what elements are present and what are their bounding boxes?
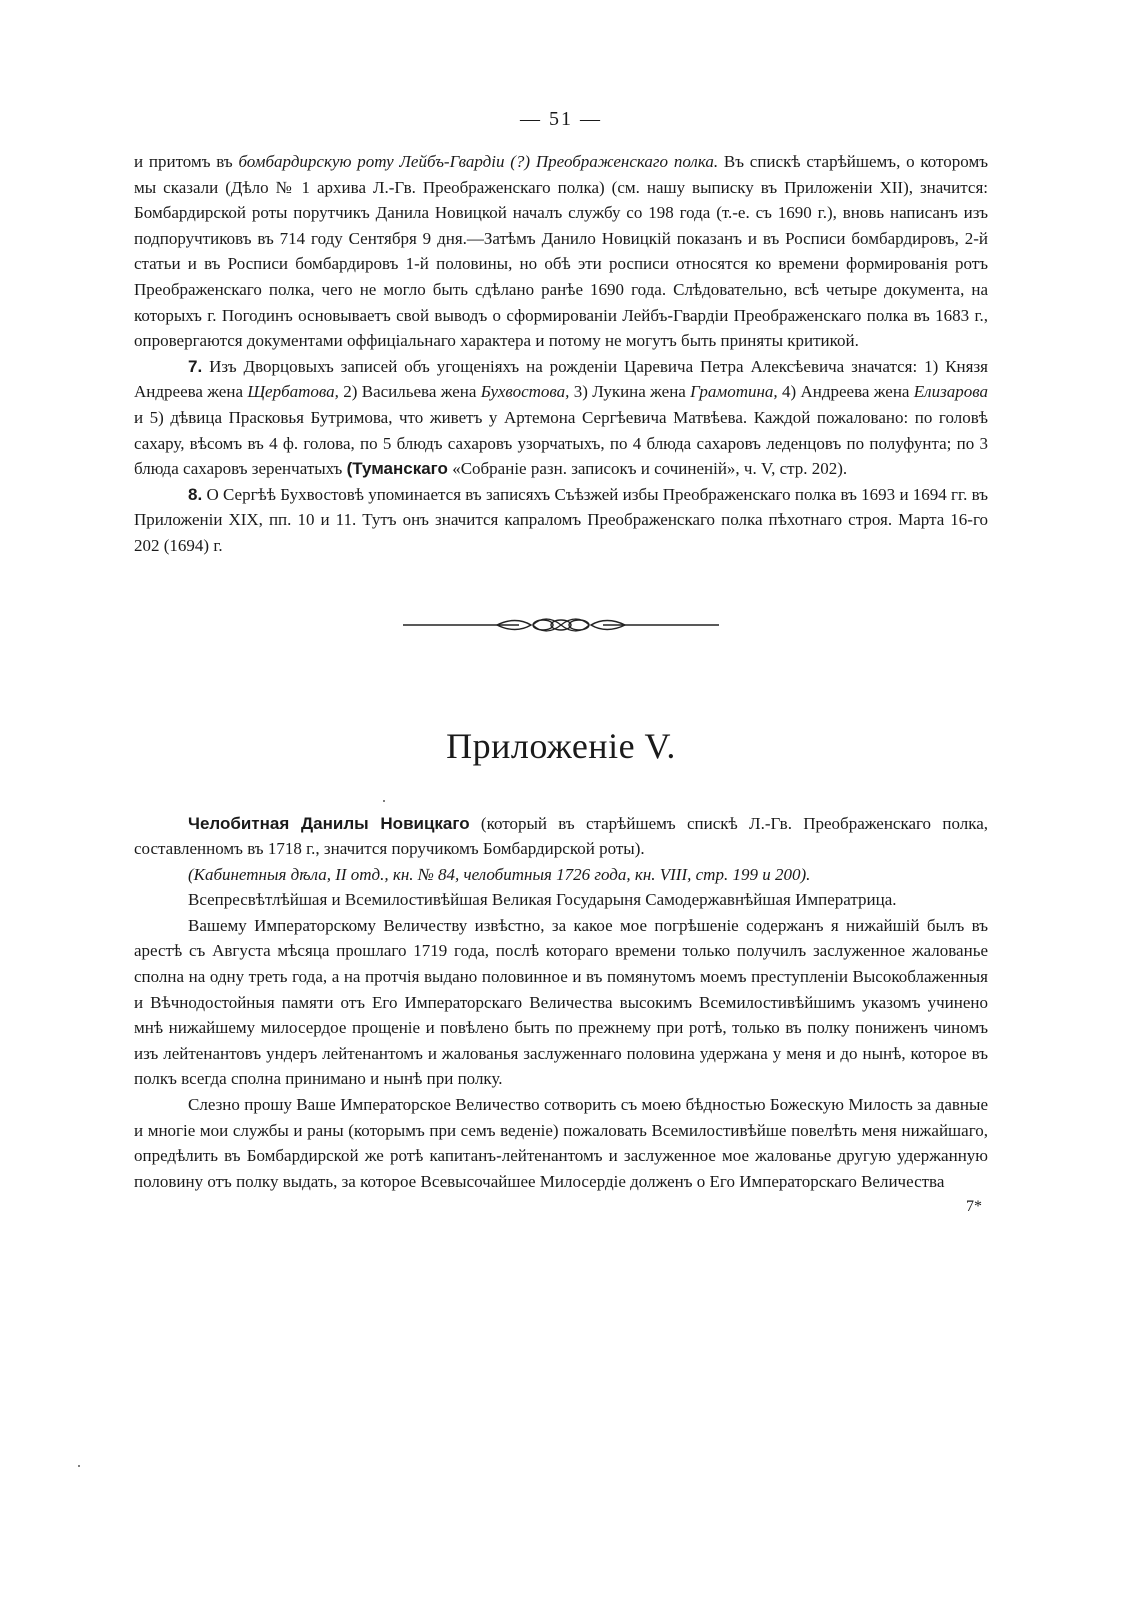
page-number: — 51 — xyxy=(520,108,602,130)
italic-span: Грамотина, xyxy=(690,382,778,402)
bold-span: Челобитная Данилы Новицкаго xyxy=(188,813,470,833)
scan-speck xyxy=(383,800,385,802)
italic-span: Елизарова xyxy=(913,382,988,402)
item-number: 8. xyxy=(188,484,203,504)
text-span: Всепресвѣтлѣйшая и Всемилостивѣйшая Великая Государыня Самодержавнѣйшая Императрица. xyxy=(188,890,897,910)
text-span: «Собраніе разн. записокъ и сочиненій», ч. V, стр. 202). xyxy=(447,459,848,479)
text-span: Въ спискѣ старѣйшемъ, о которомъ мы сказали (Дѣло № 1 архива Л.-Гв. Преображенскаго полка) (см. нашу выписку въ Приложеніи XII), значится: Бомбардирской роты порутчикъ Данила Новицкой началъ службу со 198 года (т.-е. съ 1690 г.), вновь написанъ изъ подпоручтиковъ въ 714 году Сентября 9 дня.—Затѣмъ Данило Новицкій показанъ и въ Росписи бомбардировъ, 2-й статьи и въ Росписи бомбардировъ 1-й половины, но обѣ эти росписи относятся ко времени формированія ротъ Преображенскаго полка, чего не могло быть сдѣлано ранѣе 1690 года. Слѣдовательно, всѣ четыре документа, на которыхъ г. Погодинъ основываетъ свой выводъ о сформированіи Лейбъ-Гвардіи Преображенскаго полка въ 1683 г., опровергаются документами оффиціальнаго характера и потому не могутъ быть приняты критикой. xyxy=(134,152,988,351)
text-span: Изъ Дворцовыхъ записей объ угощеніяхъ на рожденіи Царевича Петра Алексѣевича значатся: 1) Князя Андреева жена xyxy=(134,356,988,402)
appendix-heading: Приложеніе V. xyxy=(446,725,676,766)
ornament-divider-icon xyxy=(401,615,721,635)
petition-body-1 xyxy=(134,913,988,1092)
paragraph-1 xyxy=(134,149,988,354)
text-span: Вашему Императорскому Величеству извѣстно, за какое мое погрѣшеніе содержанъ я нижайшій былъ въ арестѣ съ Августа мѣсяца прошлаго 1719 года, послѣ котораго времени только получилъ заслуженное жалованье сполна на одну треть года, а на протчія выдано половинное и въ помянутомъ моемъ преступленіи Высокоблаженныя и Вѣчнодостойныя памяти отъ Его Императорскаго Величества высокимъ Всемилостивѣйшимъ указомъ учинено мнѣ нижайшему милосердое прощеніе и повѣлено быть по прежнему при ротѣ, только въ полку пониженъ чиномъ изъ лейтенантовъ ундеръ лейтенантомъ и жалованья заслуженнаго половина удержана у меня и до нынѣ, которое въ полкъ всегда сполна принимано и нынѣ при полку. xyxy=(134,915,988,1089)
italic-span: (Кабинетныя дѣла, II отд., кн. № 84, челобитныя 1726 года, кн. VIII, стр. 199 и 200). xyxy=(188,864,811,884)
text-span: (который въ старѣйшемъ спискѣ Л.-Гв. Преображенскаго полка, составленномъ въ 1718 г., значится поручикомъ Бомбардирской роты). xyxy=(134,813,988,859)
text-span: и 5) дѣвица Прасковья Бутримова, что живетъ у Артемона Сергѣевича Матвѣева. Каждой пожаловано: по головѣ сахару, вѣсомъ въ 4 ф. голова, по 5 блюдъ сахаровъ узорчатыхъ, по 4 блюда сахаровъ леденцовъ по полуфунта; по 3 блюда сахаровъ зеренчатыхъ xyxy=(134,407,988,479)
ornament-divider xyxy=(134,615,988,635)
bold-span: (Туманскаго xyxy=(346,459,448,479)
paragraph-8 xyxy=(134,482,988,559)
scan-speck xyxy=(78,1465,80,1467)
petition-title xyxy=(134,811,988,862)
paragraph-7 xyxy=(134,354,988,482)
source-reference xyxy=(134,862,988,888)
signature-mark: 7* xyxy=(966,1198,982,1216)
italic-span: Щербатова, xyxy=(247,382,339,402)
address-line xyxy=(134,887,988,913)
italic-span: Бухвостова, xyxy=(480,382,570,402)
text-span: 4) Андреева жена xyxy=(777,382,914,402)
item-number: 7. xyxy=(188,356,203,376)
document-page xyxy=(134,108,988,1216)
text-span: и притомъ въ xyxy=(134,152,239,171)
text-span: О Сергѣѣ Бухвостовѣ упоминается въ записяхъ Съѣзжей избы Преображенскаго полка въ 1693 и 1694 гг. въ Приложеніи XIX, пп. 10 и 11. Тутъ онъ значится капраломъ Преображенскаго полка пѣхотнаго строя. Марта 16-го 202 (1694) г. xyxy=(134,484,988,555)
italic-span: бомбардирскую роту Лейбъ-Гвардіи (?) Преображенскаго полка. xyxy=(238,152,719,171)
text-span: 3) Лукина жена xyxy=(569,382,691,402)
text-span: 2) Васильева жена xyxy=(338,382,481,402)
petition-body-2 xyxy=(134,1092,988,1194)
text-span: Слезно прошу Ваше Императорское Величество сотворить съ моею бѣдностью Божескую Милость за давные и многіе мои службы и раны (которымъ при семъ веденіе) пожаловать Всемилостивѣйше повелѣть меня нижайшаго, опредѣлить въ Бомбардирской же ротѣ капитанъ-лейтенантомъ и заслуженное мое жалованье другую удержанную половину отъ полку выдать, за которое Всевысочайшее Милосердіе долженъ о Его Императорскаго Величества xyxy=(134,1095,988,1191)
